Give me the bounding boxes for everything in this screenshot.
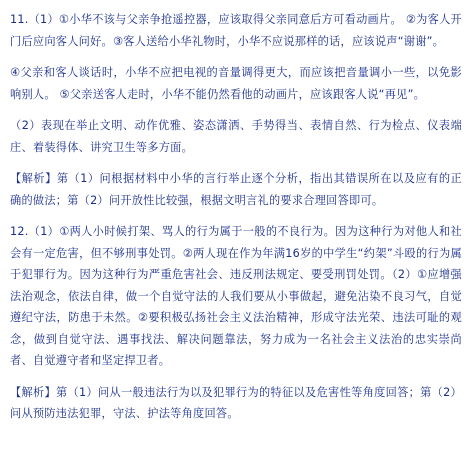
analysis-tag: 【解析】 (10, 172, 57, 185)
q11-part1-continued-paragraph: ④父亲和客人谈话时，小华不应把电视的音量调得更大，而应该把音量调小一些，以免影响别人。 ⑤父亲送客人走时，小华不能仍然看他的动画片，应该跟客人说“再见”。 (10, 66, 462, 101)
q11-analysis-text: 第（1）问根据材料中小华的言行举止逐个分析，指出其错误所在以及应有的正确的做法；第（2）问开放性比较强，根据文明言礼的要求合理回答即可。 (10, 172, 462, 207)
spacer (10, 372, 462, 382)
spacer (10, 105, 462, 115)
analysis-tag: 【解析】 (10, 385, 57, 399)
spacer (10, 158, 462, 168)
spacer (10, 211, 462, 221)
q11-analysis-paragraph (10, 168, 462, 211)
q11-part2-paragraph: （2）表现在举止文明、动作优雅、姿态潇洒、手势得当、表情自然、行为检点、仪表端庄、着装得体、讲究卫生等多方面。 (10, 119, 462, 154)
q12-analysis-text: 第（1）问从一般违法行为以及犯罪行为的特征以及危害性等角度回答；第（2）问从预防违法犯罪，守法、护法等角度回答。 (10, 385, 462, 420)
q12-answer-paragraph: 12.（1）①两人小时候打架、骂人的行为属于一般的不良行为。因为这种行为对他人和社会有一定危害，但不够刑事处罚。②两人现在作为年满16岁的中学生“约架”斗殴的行为属于犯罪行为。因为这种行为严重危害社会、违反刑法规定、要受刑罚处罚。（2）①应增强法治观念，依法自律，做一个自觉守法的人我们要从小事做起，避免沾染不良习气，自觉遵纪守法，防患于未然。②要积极弘扬社会主义法治精神，形成守法光荣、违法可耻的观念，做到自觉守法、遇事找法、解决问题靠法，努力成为一名社会主义法治的忠实崇尚者、自觉遵守者和坚定捍卫者。 (10, 225, 462, 367)
spacer (10, 52, 462, 62)
q11-part1-paragraph: 11.（1）①小华不该与父亲争抢遥控器，应该取得父亲同意后方可看动画片。 ②为客人开门后应向客人问好。③客人送给小华礼物时，小华不应说那样的话，应该说声“谢谢”。 (10, 13, 462, 48)
q12-analysis-paragraph (10, 382, 462, 425)
